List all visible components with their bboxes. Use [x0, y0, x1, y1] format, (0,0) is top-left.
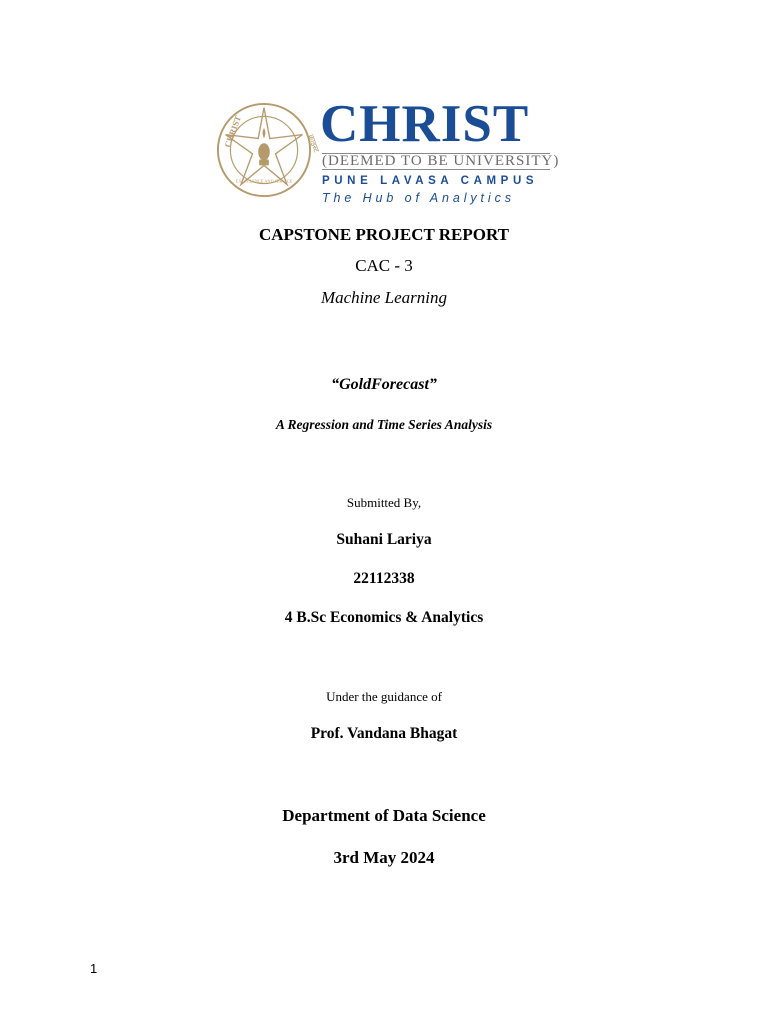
course-code: CAC - 3	[355, 256, 413, 275]
course-subject: Machine Learning	[320, 288, 448, 307]
campus-tagline: The Hub of Analytics	[322, 191, 515, 205]
project-subtitle: A Regression and Time Series Analysis	[275, 417, 493, 432]
submission-date: 3rd May 2024	[333, 848, 435, 867]
campus-name: PUNE LAVASA CAMPUS	[322, 175, 539, 187]
brand-divider-bottom	[322, 169, 550, 170]
seal-text-right: क्राइस्ट	[306, 133, 322, 154]
report-heading: CAPSTONE PROJECT REPORT	[258, 225, 510, 244]
department-name: Department of Data Science	[282, 806, 486, 825]
guidance-label: Under the guidance of	[326, 689, 442, 704]
submitted-by-label: Submitted By,	[346, 495, 422, 510]
seal-text-bottom: EXCELLENCE AND SERVICE	[235, 178, 293, 184]
university-subtitle: (DEEMED TO BE UNIVERSITY)	[322, 153, 560, 169]
university-seal	[216, 102, 322, 198]
student-name: Suhani Lariya	[336, 531, 432, 548]
project-title: “GoldForecast”	[331, 376, 437, 393]
page-number: 1	[90, 961, 98, 976]
student-program: 4 B.Sc Economics & Analytics	[284, 609, 484, 626]
student-id: 22112338	[353, 570, 415, 587]
seal-text-left: CHRIST	[222, 114, 243, 149]
university-name: CHRIST	[320, 95, 530, 153]
guide-name: Prof. Vandana Bhagat	[310, 725, 458, 742]
